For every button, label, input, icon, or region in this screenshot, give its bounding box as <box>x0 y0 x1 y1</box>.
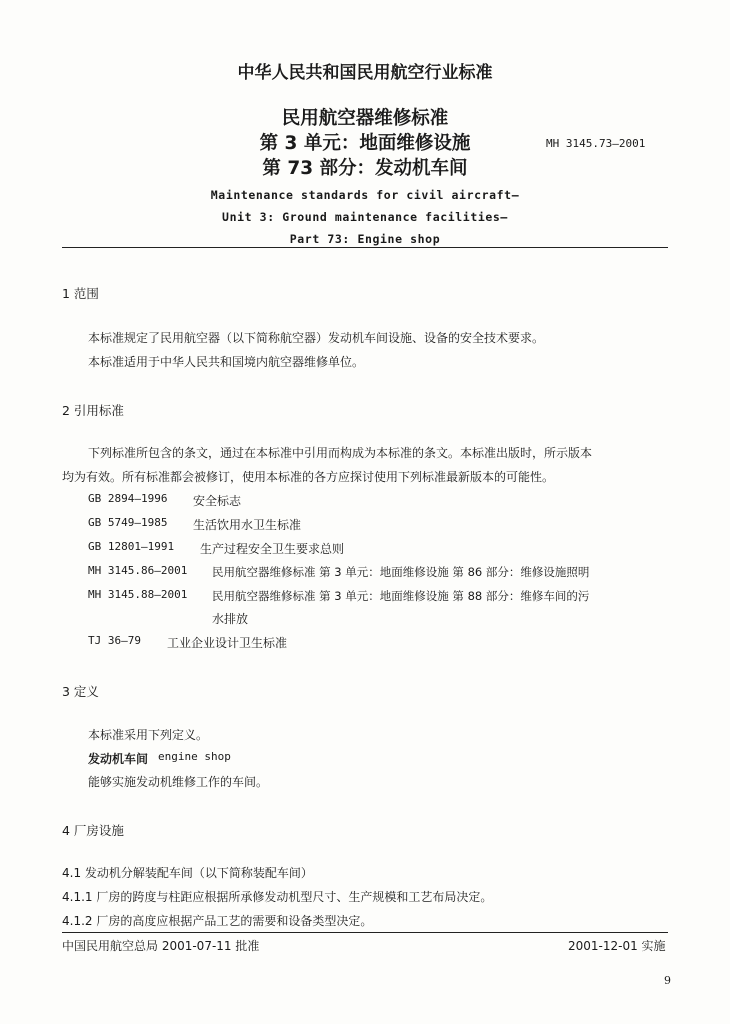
reference-title: 工业企业设计卫生标准 <box>167 636 288 650</box>
term-chinese: 发动机车间 <box>88 752 149 766</box>
section-2-heading: 2 引用标准 <box>62 403 124 418</box>
reference-title: 民用航空器维修标准 第 3 单元：地面维修设施 第 86 部分：维修设施照明 <box>212 565 590 579</box>
section-4-heading: 4 厂房设施 <box>62 823 124 838</box>
title-line-3: 第 73 部分：发动机车间 <box>262 158 468 179</box>
section-2-paragraph-line-2: 均为有效。所有标准都会被修订，使用本标准的各方应探讨使用下列标准最新版本的可能性。 <box>62 470 555 484</box>
english-title-line-2: Unit 3: Ground maintenance facilities— <box>222 210 508 224</box>
reference-code: MH 3145.88—2001 <box>88 588 188 601</box>
footer-divider <box>62 932 668 933</box>
reference-code: GB 12801—1991 <box>88 540 175 553</box>
reference-title: 安全标志 <box>193 494 242 508</box>
clause-4-1-1: 4.1.1 厂房的跨度与柱距应根据所承修发动机型尺寸、生产规模和工艺布局决定。 <box>62 890 493 904</box>
section-2-paragraph-line-1: 下列标准所包含的条文，通过在本标准中引用而构成为本标准的条文。本标准出版时，所示版本 <box>88 446 593 460</box>
org-title: 中华人民共和国民用航空行业标准 <box>237 63 493 83</box>
approval-date: 中国民用航空总局 2001-07-11 批准 <box>62 939 260 953</box>
english-title-line-1: Maintenance standards for civil aircraft— <box>210 188 520 202</box>
title-line-1: 民用航空器维修标准 <box>281 108 449 129</box>
title-line-2: 第 3 单元：地面维修设施 <box>259 133 471 154</box>
clause-4-1-2: 4.1.2 厂房的高度应根据产品工艺的需要和设备类型决定。 <box>62 914 373 928</box>
reference-title: 生产过程安全卫生要求总则 <box>200 542 345 556</box>
standard-number: MH 3145.73—2001 <box>546 137 646 150</box>
section-1-paragraph-2: 本标准适用于中华人民共和国境内航空器维修单位。 <box>88 355 365 369</box>
reference-title-continuation: 水排放 <box>212 612 249 626</box>
reference-code: MH 3145.86—2001 <box>88 564 188 577</box>
reference-title: 民用航空器维修标准 第 3 单元：地面维修设施 第 88 部分：维修车间的污 <box>212 589 590 603</box>
clause-4-1: 4.1 发动机分解装配车间（以下简称装配车间） <box>62 866 313 880</box>
reference-title: 生活饮用水卫生标准 <box>193 518 302 532</box>
section-3-paragraph: 本标准采用下列定义。 <box>88 728 209 742</box>
term-definition: 能够实施发动机维修工作的车间。 <box>88 775 269 789</box>
implementation-date: 2001-12-01 实施 <box>568 939 666 953</box>
reference-code: TJ 36—79 <box>88 634 141 647</box>
english-title-line-3: Part 73: Engine shop <box>289 232 441 246</box>
section-1-heading: 1 范围 <box>62 286 99 301</box>
section-1-paragraph-1: 本标准规定了民用航空器（以下简称航空器）发动机车间设施、设备的安全技术要求。 <box>88 331 545 345</box>
section-3-heading: 3 定义 <box>62 684 99 699</box>
term-english: engine shop <box>158 750 231 763</box>
reference-code: GB 2894—1996 <box>88 492 168 505</box>
page-number: 9 <box>664 974 671 987</box>
reference-code: GB 5749—1985 <box>88 516 168 529</box>
header-divider <box>62 247 668 248</box>
